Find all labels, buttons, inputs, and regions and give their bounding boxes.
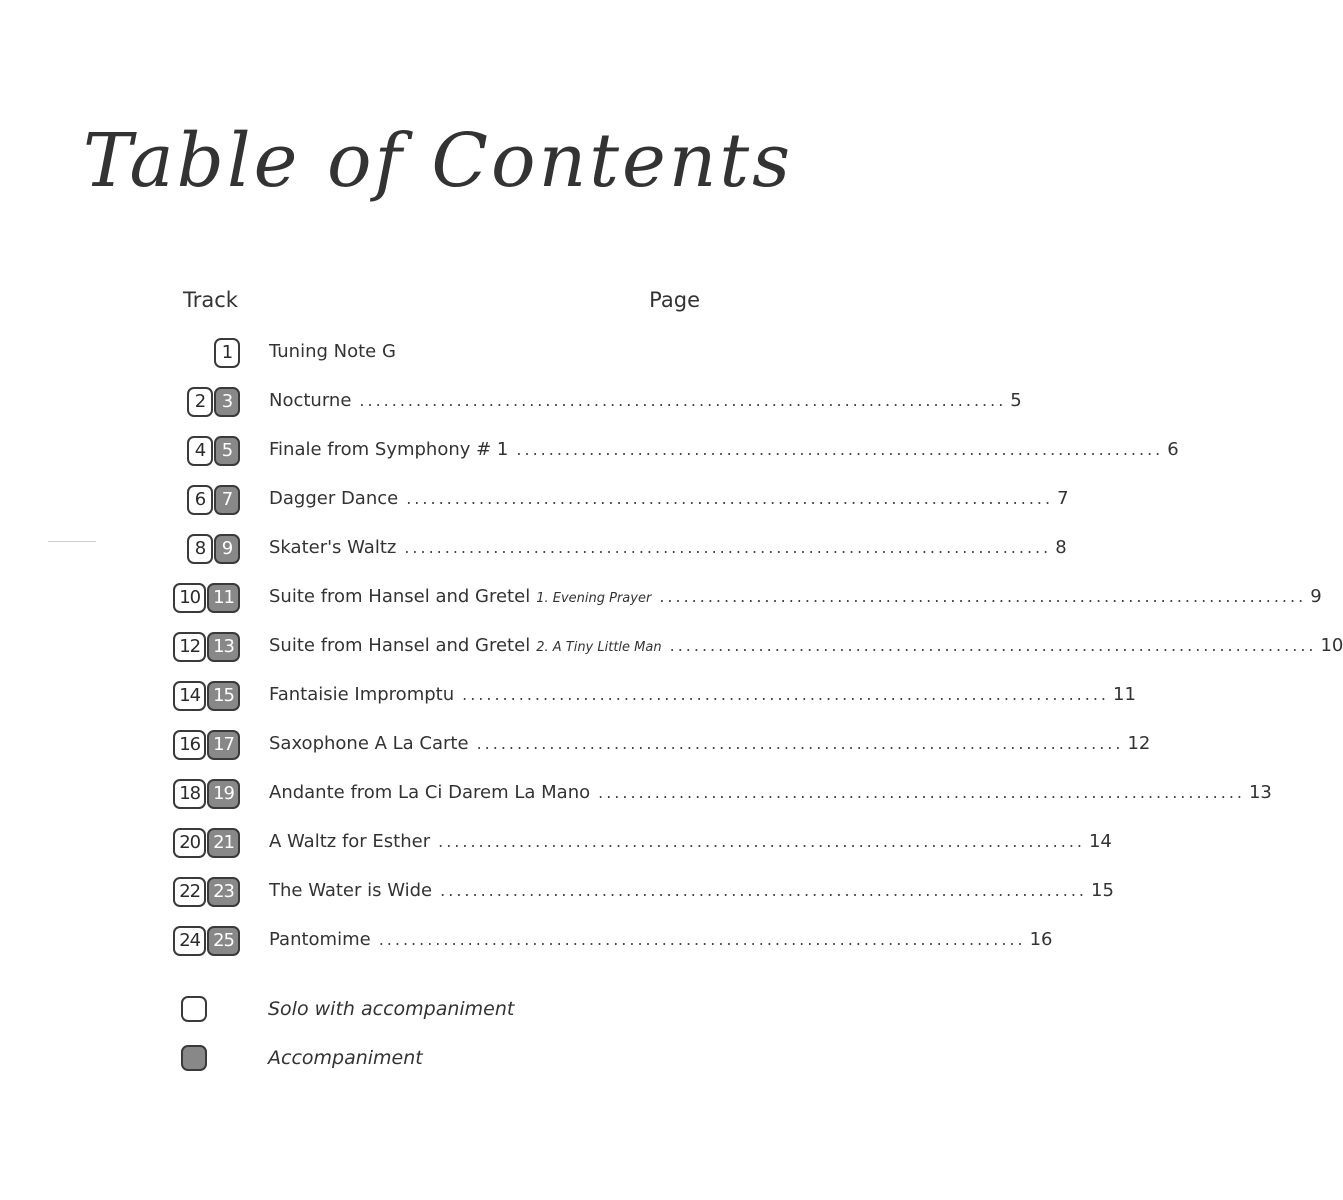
entry-title: Nocturne <box>269 390 352 411</box>
entry-title: Andante from La Ci Darem La Mano <box>269 782 591 803</box>
contents-entry <box>0 728 1151 777</box>
contents-entry <box>0 679 1136 728</box>
entry-title: Dagger Dance <box>269 488 399 509</box>
entry-title: Suite from Hansel and Gretel <box>269 586 531 607</box>
entry-title: A Waltz for Esther <box>269 831 431 852</box>
accompaniment-track-badge: 17 <box>207 730 240 760</box>
contents-entry <box>0 483 1069 532</box>
track-badges <box>173 779 240 809</box>
accompaniment-track-badge: 3 <box>214 387 240 417</box>
entry-row <box>269 880 1114 901</box>
track-badges <box>173 632 240 662</box>
dot-leader: ................................................................................ <box>516 440 1164 459</box>
dot-leader: ................................................................................ <box>359 391 1007 410</box>
page-number: 12 <box>1127 733 1151 754</box>
dot-leader: ................................................................................ <box>462 685 1109 704</box>
contents-entry <box>0 336 876 385</box>
page-number: 11 <box>1113 684 1136 705</box>
accompaniment-track-badge: 13 <box>207 632 240 662</box>
page-number: 5 <box>1010 390 1022 411</box>
solo-track-badge: 14 <box>173 681 206 711</box>
page-number: 14 <box>1088 831 1112 852</box>
accompaniment-track-badge: 5 <box>214 436 240 466</box>
solo-track-badge: 4 <box>187 436 213 466</box>
entry-row <box>269 831 1112 852</box>
entry-title: The Water is Wide <box>269 880 433 901</box>
solo-track-badge: 10 <box>173 583 206 613</box>
page-number: 16 <box>1029 929 1053 950</box>
legend-label-solo: Solo with accompaniment <box>268 998 515 1020</box>
track-badges <box>173 828 240 858</box>
entry-row <box>269 684 1136 705</box>
entry-row <box>269 488 1069 509</box>
dot-leader: ................................................................................ <box>476 734 1124 753</box>
dot-leader: ................................................................................ <box>659 587 1307 606</box>
dot-leader: ................................................................................ <box>669 636 1317 655</box>
dot-leader: ................................................................................ <box>438 832 1085 851</box>
legend-item-accompaniment <box>0 1039 876 1088</box>
accompaniment-track-badge: 25 <box>207 926 240 956</box>
dot-leader: ................................................................................ <box>440 881 1088 900</box>
legend <box>0 990 876 1088</box>
dot-leader: ................................................................................ <box>404 538 1052 557</box>
dot-leader: ................................................................................ <box>406 489 1054 508</box>
page-number: 6 <box>1167 439 1179 460</box>
dot-leader: ................................................................................ <box>378 930 1026 949</box>
entry-row <box>269 439 1179 460</box>
accompaniment-track-badge: 23 <box>207 877 240 907</box>
track-badges <box>173 926 240 956</box>
contents-entry <box>0 777 1272 826</box>
track-badges <box>187 534 240 564</box>
entry-row <box>269 635 1343 656</box>
contents-entry <box>0 630 1343 679</box>
accompaniment-track-badge: 11 <box>207 583 240 613</box>
solo-track-badge: 22 <box>173 877 206 907</box>
contents-entry <box>0 434 1179 483</box>
page-number: 9 <box>1310 586 1322 607</box>
dot-leader: ................................................................................ <box>598 783 1245 802</box>
accompaniment-track-badge: 19 <box>207 779 240 809</box>
track-badges <box>173 877 240 907</box>
track-column-header: Track <box>183 288 238 312</box>
track-badges <box>173 583 240 613</box>
contents-entry <box>0 385 1022 434</box>
page-number: 10 <box>1320 635 1343 656</box>
entry-title: Skater's Waltz <box>269 537 397 558</box>
solo-track-badge: 2 <box>187 387 213 417</box>
solo-swatch <box>181 996 207 1022</box>
page-title: Table of Contents <box>82 118 794 204</box>
solo-track-badge: 6 <box>187 485 213 515</box>
entry-row <box>269 341 702 362</box>
entry-title: Suite from Hansel and Gretel <box>269 635 531 656</box>
page-number: 8 <box>1055 537 1067 558</box>
accompaniment-track-badge: 7 <box>214 485 240 515</box>
page-number: 13 <box>1248 782 1272 803</box>
accompaniment-track-badge: 9 <box>214 534 240 564</box>
legend-item-solo <box>0 990 876 1039</box>
contents-entry <box>0 532 1067 581</box>
page-number: 7 <box>1057 488 1069 509</box>
contents-entry <box>0 875 1114 924</box>
entry-row <box>269 929 1053 950</box>
page-column-header: Page <box>649 288 700 312</box>
entry-title: Fantaisie Impromptu <box>269 684 455 705</box>
contents-list <box>0 336 1343 973</box>
entry-subtitle: 1. Evening Prayer <box>536 591 652 606</box>
contents-entry <box>0 924 1053 973</box>
solo-track-badge: 18 <box>173 779 206 809</box>
accompaniment-swatch <box>181 1045 207 1071</box>
track-badges <box>173 730 240 760</box>
contents-entry <box>0 581 1322 630</box>
entry-title: Finale from Symphony # 1 <box>269 439 509 460</box>
page-number: 15 <box>1091 880 1114 901</box>
accompaniment-track-badge: 15 <box>207 681 240 711</box>
entry-row <box>269 537 1067 558</box>
solo-track-badge: 1 <box>214 338 240 368</box>
entry-subtitle: 2. A Tiny Little Man <box>536 640 662 655</box>
contents-entry <box>0 826 1112 875</box>
track-badges <box>187 436 240 466</box>
entry-title: Tuning Note G <box>269 341 396 362</box>
legend-label-accompaniment: Accompaniment <box>268 1047 423 1069</box>
track-badges <box>214 338 240 368</box>
track-badges <box>187 387 240 417</box>
entry-row <box>269 586 1322 607</box>
entry-title: Saxophone A La Carte <box>269 733 469 754</box>
solo-track-badge: 12 <box>173 632 206 662</box>
solo-track-badge: 8 <box>187 534 213 564</box>
entry-row <box>269 733 1151 754</box>
track-badges <box>173 681 240 711</box>
solo-track-badge: 24 <box>173 926 206 956</box>
entry-row <box>269 390 1022 411</box>
solo-track-badge: 16 <box>173 730 206 760</box>
entry-title: Pantomime <box>269 929 371 950</box>
accompaniment-track-badge: 21 <box>207 828 240 858</box>
entry-row <box>269 782 1272 803</box>
track-badges <box>187 485 240 515</box>
solo-track-badge: 20 <box>173 828 206 858</box>
